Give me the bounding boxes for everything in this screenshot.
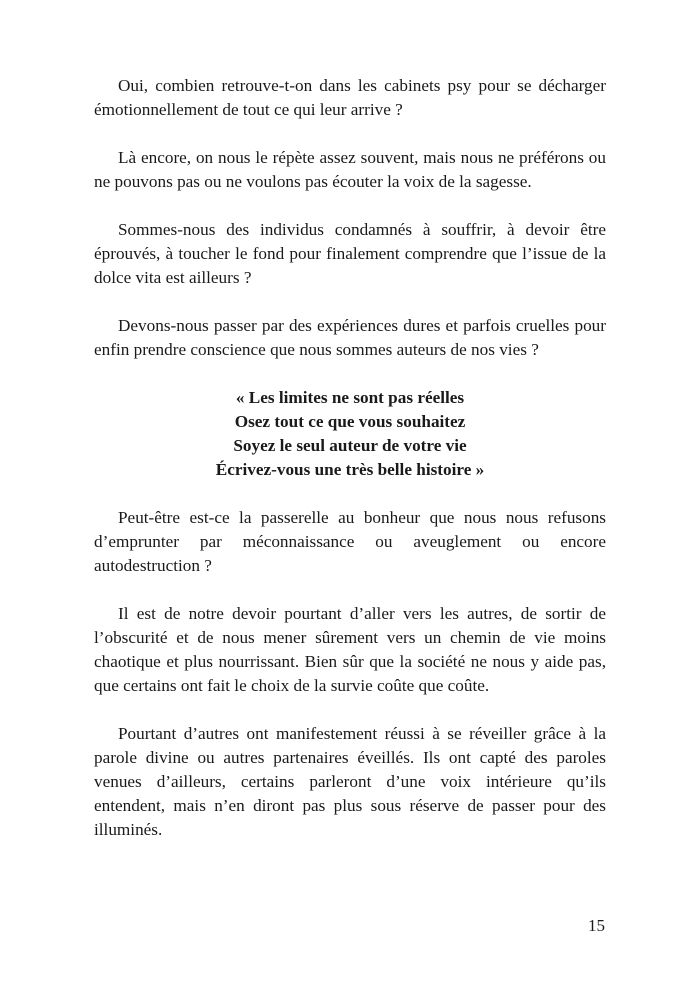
paragraph: Pourtant d’autres ont manifestement réussi à se réveiller grâce à la parole divine ou autres partenaires éveillés. Ils ont capté des paroles venues d’ailleurs, certains parleront d’une voix intérieure qu’ils entendent, mais n’en diront pas plus sous réserve de passer pour des illuminés. [94, 724, 606, 839]
quote-line: Soyez le seul auteur de votre vie [233, 436, 467, 455]
quote-block [94, 386, 606, 482]
paragraph: Là encore, on nous le répète assez souvent, mais nous ne préférons ou ne pouvons pas ou ne voulons pas écouter la voix de la sagesse. [94, 148, 606, 191]
quote-line: Osez tout ce que vous souhaitez [234, 412, 466, 431]
paragraph: Peut-être est-ce la passerelle au bonheur que nous nous refusons d’emprunter par méconnaissance ou aveuglement ou encore autodestruction ? [94, 508, 606, 575]
quote-line: « Les limites ne sont pas réelles [235, 388, 465, 407]
paragraph: Devons-nous passer par des expériences dures et parfois cruelles pour enfin prendre conscience que nous sommes auteurs de nos vies ? [94, 316, 606, 359]
paragraph: Sommes-nous des individus condamnés à souffrir, à devoir être éprouvés, à toucher le fond pour finalement comprendre que l’issue de la dolce vita est ailleurs ? [94, 220, 606, 287]
paragraph: Il est de notre devoir pourtant d’aller vers les autres, de sortir de l’obscurité et de nous mener sûrement vers un chemin de vie moins chaotique et plus nourrissant. Bien sûr que la société ne nous y aide pas, que certains ont fait le choix de la survie coûte que coûte. [94, 604, 606, 695]
page-number: 15 [588, 916, 605, 935]
quote-line: Écrivez-vous une très belle histoire » [215, 460, 485, 479]
page-body [94, 74, 606, 866]
paragraph: Oui, combien retrouve-t-on dans les cabinets psy pour se décharger émotionnellement de tout ce qui leur arrive ? [94, 76, 606, 119]
